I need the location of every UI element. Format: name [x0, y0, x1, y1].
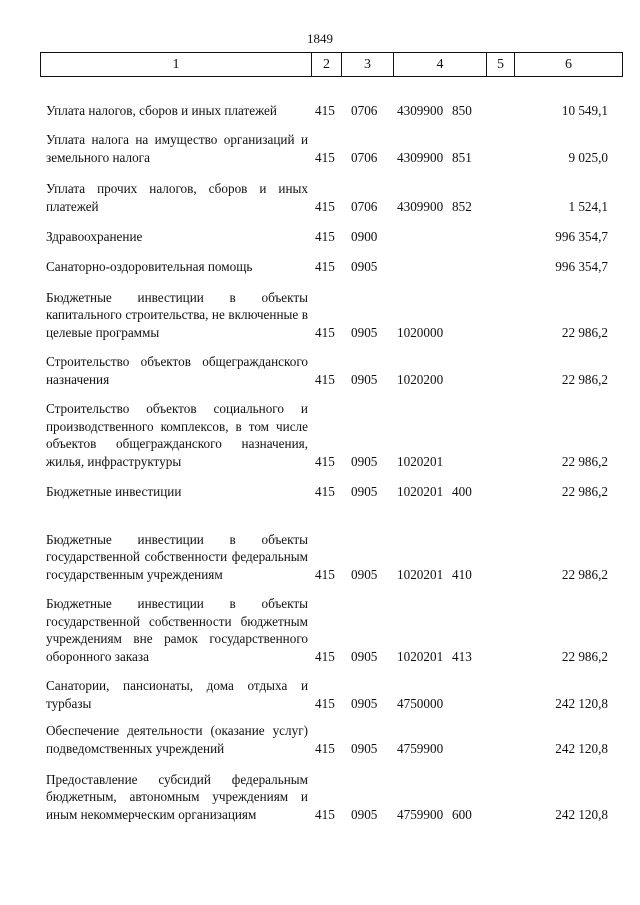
row-col-3: 0905: [351, 566, 378, 582]
row-col-6: 242 120,8: [555, 806, 608, 822]
row-col-3: 0706: [351, 149, 378, 165]
row-col-6: 22 986,2: [561, 566, 608, 582]
header-col-1: 1: [172, 56, 180, 72]
row-col-6: 22 986,2: [561, 324, 608, 340]
row-col-2: 415: [315, 228, 335, 244]
row-col-6: 22 986,2: [561, 483, 608, 499]
row-col-5: 400: [452, 483, 472, 499]
row-col-4: 1020201: [397, 453, 444, 469]
row-description: Бюджетные инвестиции: [46, 483, 182, 499]
row-col-5: 852: [452, 198, 472, 214]
row-description: Обеспечение деятельности (оказание услуг) подведомственных учреждений: [46, 723, 308, 756]
row-col-4: 4750000: [397, 695, 444, 711]
table-row: [46, 227, 608, 245]
table-row: [46, 257, 608, 275]
row-col-3: 0905: [351, 258, 378, 274]
table-row: [46, 595, 608, 665]
row-col-2: 415: [315, 695, 335, 711]
row-description: Уплата налога на имущество организаций и земельного налога: [46, 132, 308, 165]
row-col-5: 410: [452, 566, 472, 582]
row-description: Бюджетные инвестиции в объекты государственной собственности бюджетным учреждениям вне рамок государственного оборонного заказа: [46, 596, 308, 664]
row-col-2: 415: [315, 149, 335, 165]
row-col-6: 22 986,2: [561, 453, 608, 469]
header-col-3: 3: [341, 53, 393, 76]
table-row: [46, 288, 608, 341]
row-col-6: 996 354,7: [555, 228, 608, 244]
header-col-6: 6: [514, 53, 622, 76]
row-description: Предоставление субсидий федеральным бюджетным, автономным учреждениям и иным некоммерческим организациям: [46, 771, 308, 822]
row-col-3: 0905: [351, 648, 378, 664]
row-col-3: 0900: [351, 228, 378, 244]
row-col-6: 242 120,8: [555, 740, 608, 756]
row-col-3: 0905: [351, 740, 378, 756]
row-col-6: 22 986,2: [561, 648, 608, 664]
row-col-2: 415: [315, 453, 335, 469]
row-col-4: 1020201: [397, 566, 444, 582]
table-row: [46, 770, 608, 823]
row-col-3: 0905: [351, 806, 378, 822]
row-col-4: 4759900: [397, 740, 444, 756]
row-col-4: 4309900: [397, 102, 444, 118]
row-description: Уплата налогов, сборов и иных платежей: [46, 102, 277, 118]
page-number: 1849: [307, 31, 333, 46]
row-col-4: 4759900: [397, 806, 444, 822]
row-col-2: 415: [315, 198, 335, 214]
row-description: Бюджетные инвестиции в объекты государственной собственности федеральным государственным учреждениям: [46, 531, 308, 582]
table-row: [46, 131, 608, 166]
header-col-4: 4: [393, 53, 486, 76]
row-description: Строительство объектов социального и производственного комплексов, в том числе объектов общегражданского назначения, жилья, инфраструктуры: [46, 401, 308, 469]
row-col-3: 0905: [351, 453, 378, 469]
row-description: Бюджетные инвестиции в объекты капитального строительства, не включенные в целевые программы: [46, 289, 308, 340]
row-col-3: 0905: [351, 324, 378, 340]
row-col-6: 9 025,0: [568, 149, 608, 165]
row-col-4: 1020000: [397, 324, 444, 340]
header-col-2: 2: [311, 53, 341, 76]
row-col-5: 851: [452, 149, 472, 165]
row-col-3: 0905: [351, 695, 378, 711]
row-col-3: 0706: [351, 198, 378, 214]
row-description: Здравоохранение: [46, 228, 143, 244]
row-col-3: 0905: [351, 483, 378, 499]
table-row: [46, 84, 608, 119]
row-col-5: 413: [452, 648, 472, 664]
row-col-6: 1 524,1: [568, 198, 608, 214]
row-col-2: 415: [315, 806, 335, 822]
row-col-2: 415: [315, 566, 335, 582]
table-header: [40, 52, 623, 77]
table-row: [46, 722, 608, 757]
table-row: [46, 353, 608, 388]
row-col-5: 600: [452, 806, 472, 822]
row-col-5: 850: [452, 102, 472, 118]
row-col-3: 0905: [351, 371, 378, 387]
row-col-6: 242 120,8: [555, 695, 608, 711]
row-description: Санатории, пансионаты, дома отдыха и турбазы: [46, 678, 308, 711]
table-row: [46, 513, 608, 583]
row-col-3: 0706: [351, 102, 378, 118]
row-col-4: 1020201: [397, 648, 444, 664]
row-col-6: 996 354,7: [555, 258, 608, 274]
table-row: [46, 482, 608, 500]
row-col-4: 1020201: [397, 483, 444, 499]
row-col-2: 415: [315, 371, 335, 387]
table-row: [46, 677, 608, 712]
table-row: [46, 400, 608, 470]
row-col-2: 415: [315, 324, 335, 340]
row-col-6: 22 986,2: [561, 371, 608, 387]
row-col-4: 4309900: [397, 149, 444, 165]
row-col-2: 415: [315, 648, 335, 664]
row-description: Санаторно-оздоровительная помощь: [46, 258, 253, 274]
row-col-6: 10 549,1: [561, 102, 608, 118]
row-col-2: 415: [315, 102, 335, 118]
row-col-2: 415: [315, 258, 335, 274]
header-col-5: 5: [486, 53, 514, 76]
row-col-2: 415: [315, 740, 335, 756]
row-description: Строительство объектов общегражданского назначения: [46, 354, 308, 387]
row-col-2: 415: [315, 483, 335, 499]
row-col-4: 1020200: [397, 371, 444, 387]
table-row: [46, 180, 608, 215]
row-description: Уплата прочих налогов, сборов и иных платежей: [46, 181, 308, 214]
row-col-4: 4309900: [397, 198, 444, 214]
